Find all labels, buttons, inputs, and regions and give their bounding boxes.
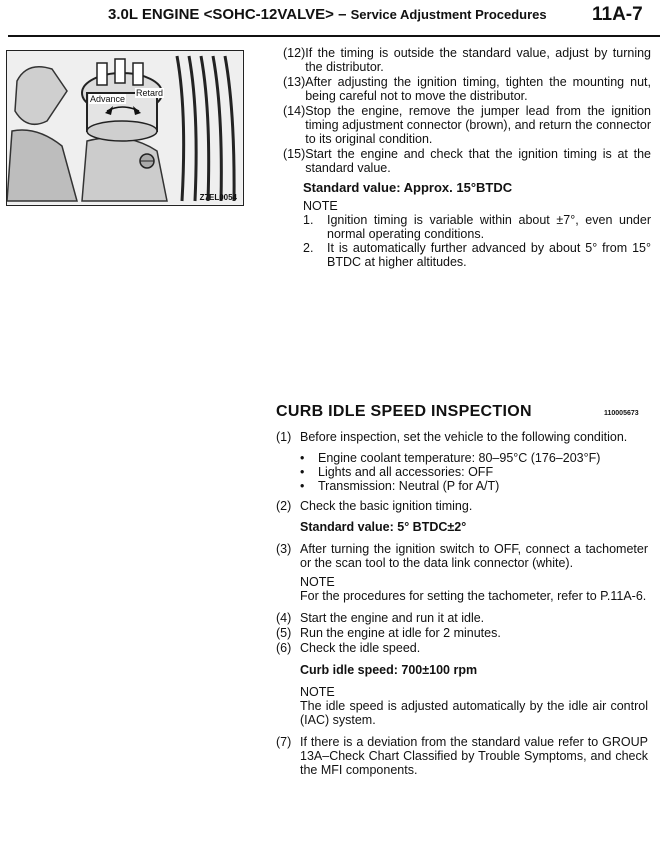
step-text: Start the engine and run it at idle. xyxy=(300,611,485,625)
bullet-text: Lights and all accessories: OFF xyxy=(318,465,494,479)
curb-step-2 xyxy=(276,499,648,513)
note-item-2 xyxy=(303,241,651,269)
curb-steps xyxy=(276,430,648,778)
step-num: (12) xyxy=(283,46,306,60)
note-item-1 xyxy=(303,213,651,241)
step-text: Check the idle speed. xyxy=(300,641,421,655)
note-num: 1. xyxy=(303,213,314,227)
step-text: After adjusting the ignition timing, tighten the mounting nut, being careful not to move the distributor. xyxy=(305,75,651,103)
step-num: (4) xyxy=(276,611,292,625)
curb-step-4 xyxy=(276,611,648,625)
bullet-transmission xyxy=(300,479,648,493)
note-text: The idle speed is adjusted automatically by the idle air control (IAC) system. xyxy=(300,699,648,727)
step-text: If there is a deviation from the standard value refer to GROUP 13A–Check Chart Classified by Trouble Symptoms, and check the MFI components. xyxy=(300,735,648,777)
step-num: (5) xyxy=(276,626,292,640)
standard-value-btdc: Standard value: 5° BTDC±2° xyxy=(300,520,467,534)
step-text: Run the engine at idle for 2 minutes. xyxy=(300,626,501,640)
curb-step-1 xyxy=(276,430,648,444)
step-num: (13) xyxy=(283,75,306,89)
retard-label: Retard xyxy=(136,88,164,98)
advance-label: Advance xyxy=(90,94,126,104)
curb-step-7 xyxy=(276,735,648,777)
step-text: Before inspection, set the vehicle to the following condition. xyxy=(300,430,628,444)
step-num: (7) xyxy=(276,735,292,749)
bullet-coolant xyxy=(300,451,648,465)
step-13 xyxy=(283,75,651,103)
step-text: Check the basic ignition timing. xyxy=(300,499,473,513)
distributor-illustration xyxy=(7,51,242,204)
step-text: Start the engine and check that the ignition timing is at the standard value. xyxy=(305,147,651,175)
bullet-text: Engine coolant temperature: 80–95°C (176–203°F) xyxy=(318,451,601,465)
step-num: (14) xyxy=(283,104,306,118)
note-text: For the procedures for setting the tachometer, refer to P.11A-6. xyxy=(300,589,647,603)
section-title: CURB IDLE SPEED INSPECTION xyxy=(276,403,532,420)
step-num: (3) xyxy=(276,542,292,556)
bullet-dot: • xyxy=(300,465,305,479)
curb-step-5 xyxy=(276,626,648,640)
step-14 xyxy=(283,104,651,146)
page-number: 11A-7 xyxy=(592,4,643,25)
timing-steps xyxy=(283,46,651,269)
note-heading: NOTE xyxy=(300,575,335,589)
step-num: (1) xyxy=(276,430,292,444)
bullet-text: Transmission: Neutral (P for A/T) xyxy=(318,479,500,493)
step-15 xyxy=(283,147,651,175)
distributor-figure xyxy=(6,50,244,206)
note-heading: NOTE xyxy=(303,199,338,213)
timing-standard-value: Standard value: Approx. 15°BTDC xyxy=(303,180,513,195)
step-12 xyxy=(283,46,651,74)
step-num: (6) xyxy=(276,641,292,655)
note-text: It is automatically further advanced by about 5° from 15° BTDC at higher altitudes. xyxy=(327,241,651,269)
header-subtitle: Service Adjustment Procedures xyxy=(350,7,547,22)
curb-step-3 xyxy=(276,542,648,570)
section-code: 110005673 xyxy=(604,410,639,417)
step-text: Stop the engine, remove the jumper lead from the ignition timing adjustment connector (brown), and return the connector to its original condition. xyxy=(305,104,651,146)
bullet-dot: • xyxy=(300,479,305,493)
step-num: (15) xyxy=(283,147,306,161)
step-num: (2) xyxy=(276,499,292,513)
header-rule xyxy=(8,35,660,37)
header-title: 3.0L ENGINE <SOHC-12VALVE> xyxy=(108,6,334,23)
curb-step-6 xyxy=(276,641,648,655)
figure-code: Z7EL0054 xyxy=(199,193,237,202)
note-heading: NOTE xyxy=(300,685,335,699)
step-text: After turning the ignition switch to OFF, connect a tachometer or the scan tool to the data link connector (white). xyxy=(300,542,648,570)
note-text: Ignition timing is variable within about ±7°, even under normal operating conditions. xyxy=(327,213,651,241)
header-dash: – xyxy=(338,6,347,23)
bullet-dot: • xyxy=(300,451,305,465)
page-header-title xyxy=(108,6,547,23)
step-text: If the timing is outside the standard value, adjust by turning the distributor. xyxy=(305,46,651,74)
note-num: 2. xyxy=(303,241,314,255)
bullet-lights xyxy=(300,465,648,479)
curb-idle-speed-value: Curb idle speed: 700±100 rpm xyxy=(300,663,478,677)
